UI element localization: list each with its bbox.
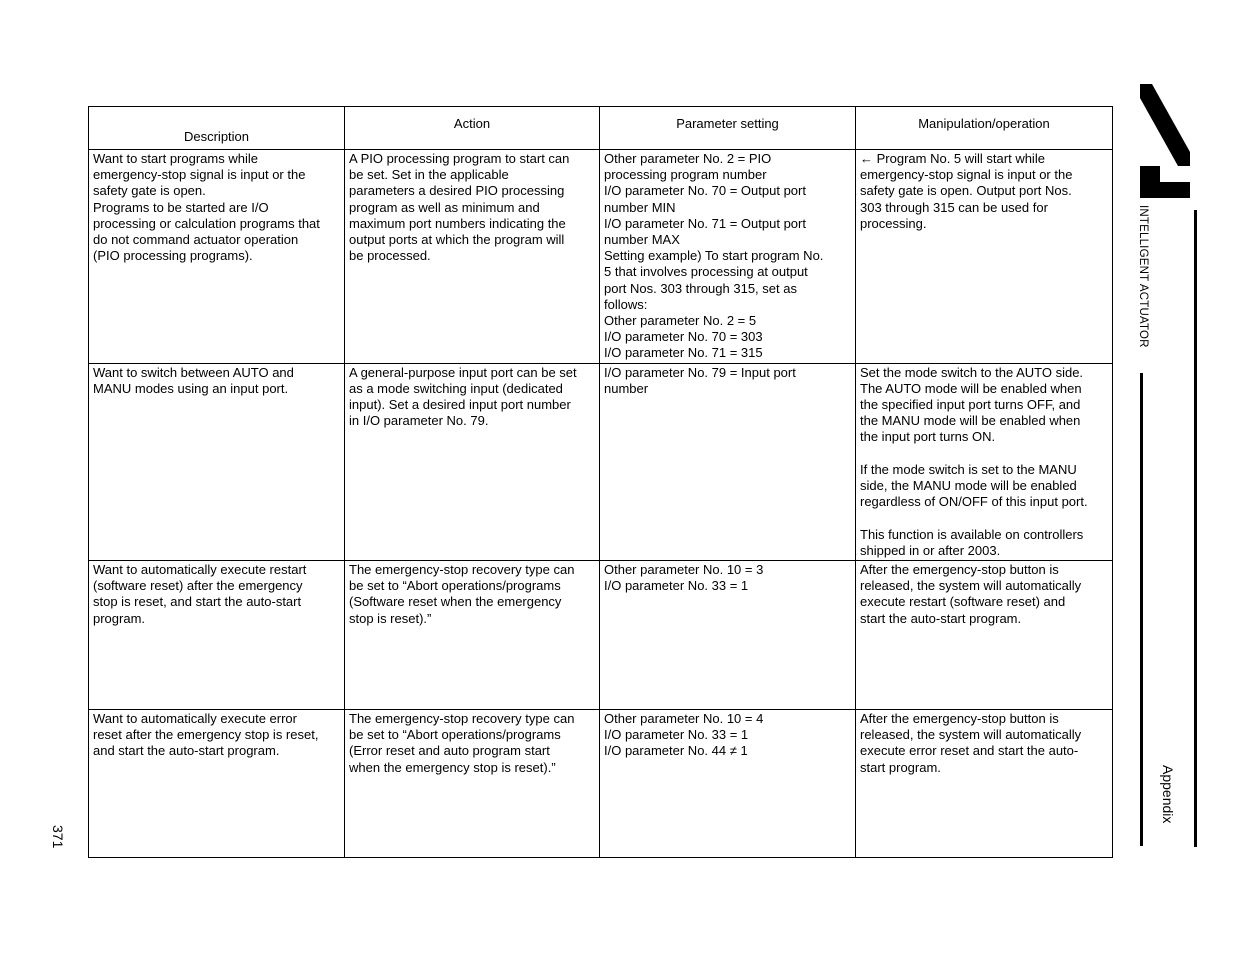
- header-action: Action: [345, 107, 600, 150]
- cell-parameter: I/O parameter No. 79 = Input port number: [600, 363, 856, 560]
- header-description: Description: [89, 107, 345, 150]
- cell-action: The emergency-stop recovery type can be set to “Abort operations/programs (Software reset when the emergency stop is reset).”: [345, 561, 600, 710]
- page-number: 371: [50, 825, 66, 849]
- cell-manipulation: Set the mode switch to the AUTO side. The AUTO mode will be enabled when the specified input port turns OFF, and the MANU mode will be enabled when the input port turns ON. If the mode switch is set to the MANU side, the MANU mode will be enabled regardless of ON/OFF of this input port. This function is available on controllers shipped in or after 2003.: [856, 363, 1113, 560]
- cell-action: A general-purpose input port can be set as a mode switching input (dedicated input). Set a desired input port number in I/O parameter No. 79.: [345, 363, 600, 560]
- table-row: [89, 150, 1113, 364]
- header-manipulation: Manipulation/operation: [856, 107, 1113, 150]
- cell-action: A PIO processing program to start can be set. Set in the applicable parameters a desired PIO processing program as well as minimum and maximum port numbers indicating the output ports at which the program will be processed.: [345, 150, 600, 364]
- margin-rule-left: [1140, 373, 1143, 846]
- brand-text: INTELLIGENT ACTUATOR: [1137, 205, 1149, 348]
- cell-description: Want to switch between AUTO and MANU modes using an input port.: [89, 363, 345, 560]
- cell-description: Want to start programs while emergency-stop signal is input or the safety gate is open. Programs to be started are I/O processing or calculation programs that do not command actuator operation (PIO processing programs).: [89, 150, 345, 364]
- cell-description: Want to automatically execute error reset after the emergency stop is reset, and start the auto-start program.: [89, 710, 345, 858]
- table-header-row: [89, 107, 1113, 150]
- margin-rule-right: [1194, 210, 1197, 847]
- section-label: Appendix: [1160, 765, 1176, 824]
- parameter-table: [88, 106, 1113, 858]
- cell-parameter: Other parameter No. 10 = 4 I/O parameter No. 33 = 1 I/O parameter No. 44 ≠ 1: [600, 710, 856, 858]
- table-row: [89, 363, 1113, 560]
- cell-parameter: Other parameter No. 2 = PIO processing program number I/O parameter No. 70 = Output port number MIN I/O parameter No. 71 = Output port number MAX Setting example) To start program No. 5 that involves processing at output port Nos. 303 through 315, set as follows: Other parameter No. 2 = 5 I/O parameter No. 70 = 303 I/O parameter No. 71 = 315: [600, 150, 856, 364]
- cell-description: Want to automatically execute restart (software reset) after the emergency stop is reset, and start the auto-start program.: [89, 561, 345, 710]
- ia-logo-icon: [1138, 82, 1190, 198]
- table-row: [89, 710, 1113, 858]
- cell-action: The emergency-stop recovery type can be set to “Abort operations/programs (Error reset and auto program start when the emergency stop is reset).”: [345, 710, 600, 858]
- cell-manipulation: After the emergency-stop button is released, the system will automatically execute error reset and start the auto- start program.: [856, 710, 1113, 858]
- cell-manipulation: ← Program No. 5 will start while emergency-stop signal is input or the safety gate is open. Output port Nos. 303 through 315 can be used for processing.: [856, 150, 1113, 364]
- cell-manipulation: After the emergency-stop button is released, the system will automatically execute restart (software reset) and start the auto-start program.: [856, 561, 1113, 710]
- cell-parameter: Other parameter No. 10 = 3 I/O parameter No. 33 = 1: [600, 561, 856, 710]
- table-row: [89, 561, 1113, 710]
- header-parameter-setting: Parameter setting: [600, 107, 856, 150]
